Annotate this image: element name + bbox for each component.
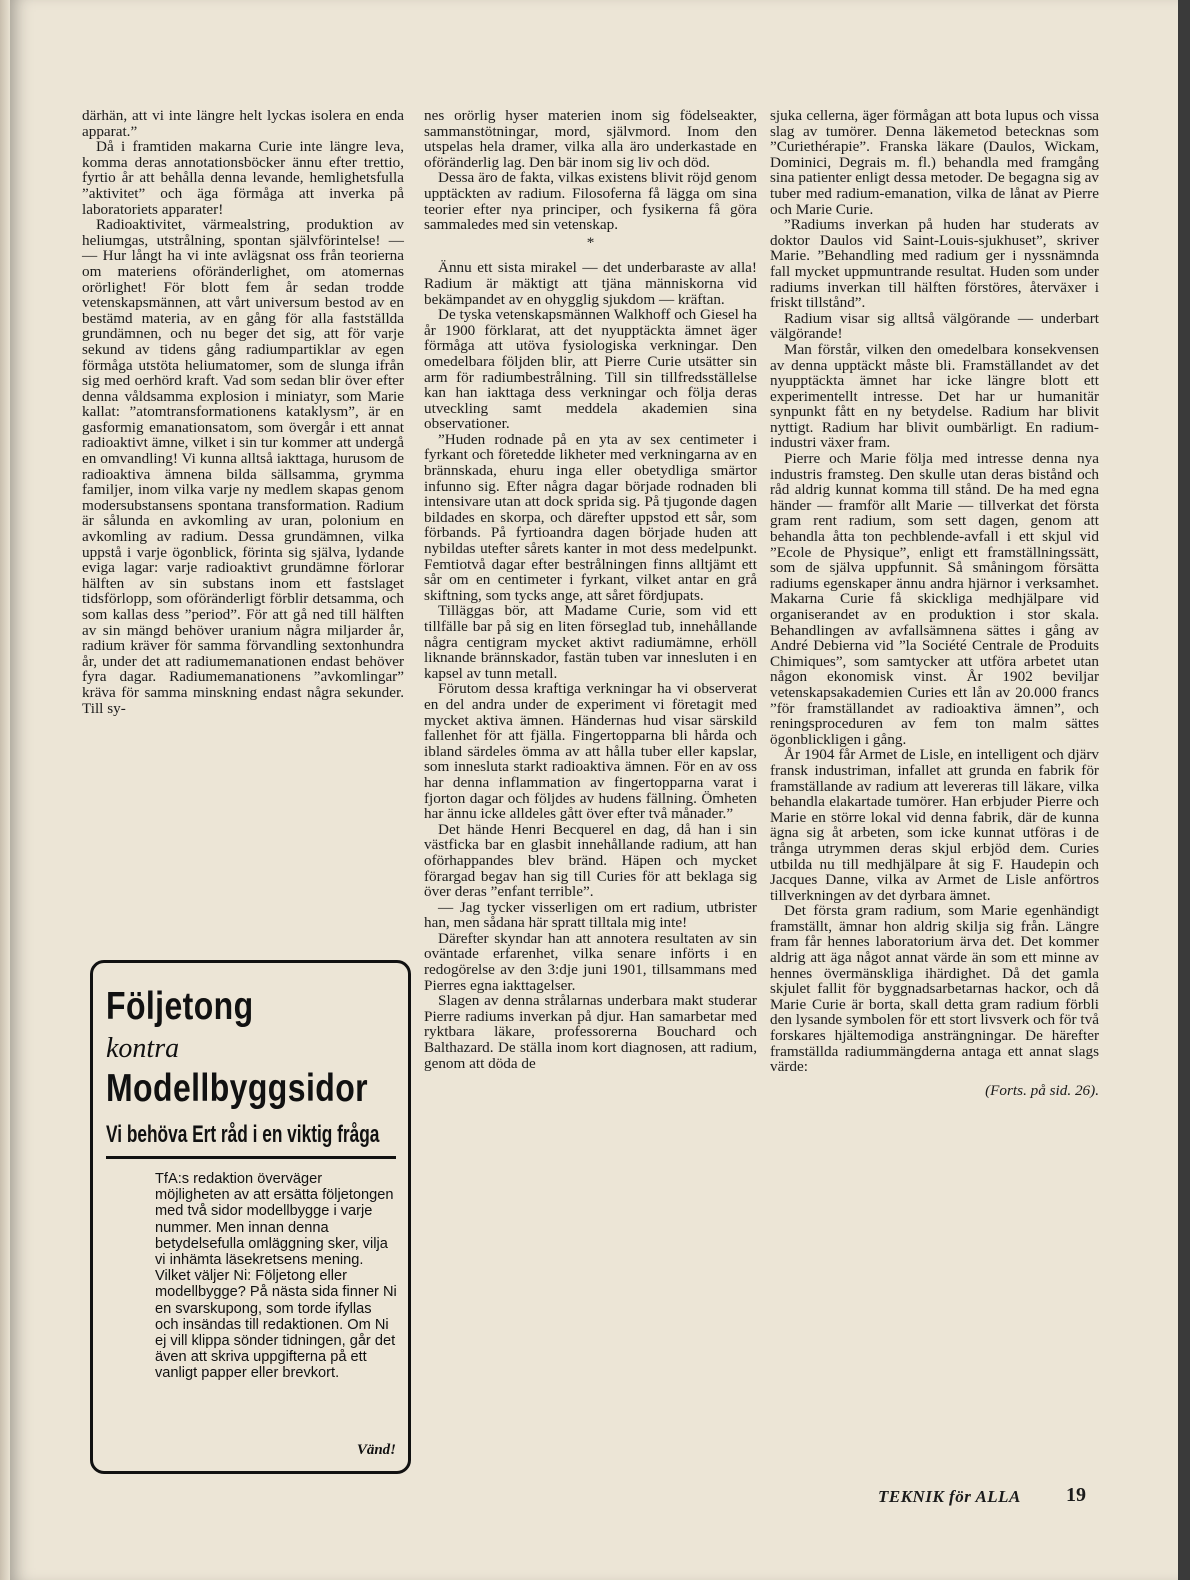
column-3-body xyxy=(770,108,1099,1075)
paragraph: År 1904 får Armet de Lisle, en intelligent och djärv fransk industriman, infallet att grunda en fabrik för framställande av radium att levereras till läkare, vilka behandla elakartade tumörer. Han erbjuder Pierre och Marie en större lokal vid denna fabrik, där de kunna ägna sig åt arbeten, som icke kunnat utföras i de trånga utrymmen deras skjul erbjöd dem. Curies utbilda nu till medhjälpare åt sig F. Haudepin och Jacques Danne, vilka av Armet de Lisle anförtros tillverkningen av det dyrbara ämnet. xyxy=(770,746,1099,904)
paragraph: Tilläggas bör, att Madame Curie, som vid ett tillfälle bar på sig en liten förseglad tub, innehållande några centigram mycket aktivt radiumämne, erhöll liknande brännskador, fastän tuben var innesluten i en kapsel av tunn metall. xyxy=(424,602,757,682)
paragraph: därhän, att vi inte längre helt lyckas isolera en enda apparat.” xyxy=(82,107,404,140)
text-column-1 xyxy=(82,108,404,716)
paragraph: — Jag tycker visserligen om ert radium, utbrister han, men sådana här spratt tilltala mig inte! xyxy=(424,898,757,932)
paragraph: Man förstår, vilken den omedelbara konsekvensen av denna upptäckt måste bli. Framställandet av det nyupptäckta ämnet har icke längre blott ett experimentellt intresse. Det har ur humanitär synpunkt fått en ny betydelse. Radium har blivit nyttigt. Radium har blivit oumbärligt. En radium-industri växer fram. xyxy=(770,340,1099,452)
paragraph: Därefter skyndar han att annotera resultaten av sin oväntade erfarenhet, vilka senare införts i en redogörelse av den 3:dje juni 1901, tillsammans med Pierres egna iakttagelser. xyxy=(424,929,757,994)
box-subtitle: Vi behöva Ert råd i en viktig fråga xyxy=(106,1121,380,1148)
section-separator: * xyxy=(586,233,595,251)
paragraph: Då i framtiden makarna Curie inte längre leva, komma deras annotationsböcker ännu efter trettio, fyrtio år att behålla denna levande, hemlighetsfulla ”aktivitet” och äga förmåga att inverka på laboratoriets apparater! xyxy=(82,138,404,218)
page-gutter xyxy=(0,0,10,1580)
paragraph: ”Huden rodnade på en yta av sex centimeter i fyrkant och företedde likheter med verkningarna av en brännskada, ehuru inga eller obetydliga smärtor infunno sig. Efter några dagar började rodnaden bli intensivare utan att dock sprida sig. På tjugonde dagen bildades en skorpa, och därefter uppstod ett sår, som förbands. På fyrtioandra dagen började huden att nybildas utefter sårets kanter in mot dess medelpunkt. Femtiotvå dagar efter bestrålningen finns alltjämt ett sår om en centimeter i fyrkant, vilket antar en grå skiftning, som tycks ange, att såret fördjupats. xyxy=(424,430,757,604)
box-divider xyxy=(106,1156,396,1159)
paragraph: Förutom dessa kraftiga verkningar ha vi observerat en del andra under de experiment vi företagit med mycket aktiva ämnen. Händernas hud visar särskild fallenhet för att fjälla. Fingertopparna bli hårda och ibland särdeles ömma av att hålla tuber eller kapslar, som innesluta starkt radioaktiva ämnen. För en av oss har denna inflammation av fingertopparna varat i fjorton dagar och följdes av hudens fällning. Ömheten har ännu icke alldeles gått över efter två månader.” xyxy=(424,680,757,823)
paragraph: Ännu ett sista mirakel — det underbaraste av alla! Radium är mäktigt att tjäna människorna vid bekämpandet av en ohygglig sjukdom — kräftan. xyxy=(424,259,757,308)
paragraph: sjuka cellerna, äger förmågan att bota lupus och vissa slag av tumörer. Denna läkemetod betecknas som ”Curiethérapie”. Franska läkare (Daulos, Wickam, Dominici, Degrais m. fl.) behandla med framgång sina patienter enligt dessa metoder. De begagna sig av tuber med radium-emanation, vilka de lånat av Pierre och Marie Curie. xyxy=(770,107,1099,218)
magazine-page xyxy=(10,0,1178,1580)
turn-page-note: Vänd! xyxy=(356,1442,396,1458)
box-kontra: kontra xyxy=(106,1033,180,1064)
paragraph: Radioaktivitet, värmealstring, produktion av heliumgas, utstrålning, spontan självförintelse! — — Hur långt ha vi inte avlägsnat oss från teorierna om materiens oföränderlighet, om atomernas orörlighet! För blott fem år sedan trodde vetenskapsmännen, att vårt universum bestod av en bestämd materia, av en gång för alla fastställda grundämnen, och nu beger det sig, att för varje sekund av tidens gång radiumpartiklar av egen förmåga utstöta heliumatomer, som de slunga ifrån sig med oerhörd kraft. Vad som sedan blir över efter denna våldsamma explosion i miniatyr, som Marie kallat: ”atomtransformationens kataklysm”, är en gasformig emanationsatom, som övergår i ett annat radioaktivt ämne, vilket i sin tur kommer att undergå en omvandling! Vi kunna alltså iakttaga, hurusom de radioaktiva ämnena bilda sällsamma, grymma familjer, inom vilka varje ny medlem skapas genom modersubstansens spontana transformation. Radium är sålunda en avkomling av uran, polonium en avkomling av radium. Dessa grundämnen, vilka uppstå i varje ögonblick, förinta sig själva, lydande eviga lagar: varje radioaktivt grundämne förlorar hälften av sin substans inom ett fastslaget tidsförlopp, som oföränderligt förblir detsamma, och som kallas dess ”period”. För att gå ned till hälften av sin mängd behöver uranium några miljarder år, radium kräver för samma förvandling sextonhundra år, under det att radiumemanationen endast behöver fyra dagar. Radiumemanationens ”avkomlingar” kräva för samma minskning endast några sekunder. Till sy- xyxy=(82,216,404,717)
paragraph: Pierre och Marie följa med intresse denna nya industris framsteg. Den skulle utan deras bistånd och råd aldrig kunnat komma till stånd. De ha med egna händer — framför allt Marie — tillverkat det första gram rent radium, som sett dagen, genom att behandla åtta ton pechblende-avfall i ett skjul vid ”Ecole de Physique”, enligt ett framställningssätt, som de själva uppfunnit. Så småningom försätta radiums egenskaper ännu andra hjärnor i verksamhet. Makarna Curie få skickliga medhjälpare vid organiserandet av en produktion i stor skala. Behandlingen av avfallsämnena sättes i gång av André Debierna vid ”la Société Centrale de Produits Chimiques”, som samtycker att utföra arbetet utan någon ekonomisk vinst. År 1902 beviljar vetenskapsakademien Curies ett lån av 20.000 francs ”för framställandet av radioaktiva ämnen”, och reningsproceduren av fem ton malm sättes ögonblickligen i gång. xyxy=(770,450,1099,748)
continuation-note: (Forts. på sid. 26). xyxy=(985,1081,1099,1099)
box-title-2: Modellbyggsidor xyxy=(106,1067,368,1110)
box-title: Följetong xyxy=(106,985,254,1028)
poll-announcement-box xyxy=(90,960,411,1474)
page-number: 19 xyxy=(1066,1484,1086,1506)
paragraph: nes orörlig hyser materien inom sig födelseakter, sammanstötningar, mord, självmord. Inom den utspelas hela dramer, vilka alla äro underkastade en oföränderlig lag. Den bär inom sig liv och död. xyxy=(424,107,757,171)
paragraph: Radium visar sig alltså välgörande — underbart välgörande! xyxy=(770,309,1099,343)
text-column-3 xyxy=(770,108,1099,1098)
paragraph: Det hände Henri Becquerel en dag, då han i sin västficka bar en glasbit innehållande radium, att han oförhappandes blev bränd. Häpen och mycket förargad begav han sig till Curies för att beklaga sig över deras ”enfant terrible”. xyxy=(424,820,757,901)
paragraph: Det första gram radium, som Marie egenhändigt framställt, ämnar hon aldrig skilja sig från. Längre fram får hennes laboratorium ärva det. Det kommer aldrig att äga något annat värde än som ett minne av hennes övermänskliga ihärdighet. Då det gamla skjulet fallit för byggnadsarbetarnas hackor, och då Marie Curie är borta, skall detta gram radium förbli den lysande symbolen för ett stort livsverk och för två forskares hjältemodiga ansträngningar. De härefter framställda radiummängderna antaga ett annat slags värde: xyxy=(770,902,1099,1076)
paragraph: Slagen av denna strålarnas underbara makt studerar Pierre radiums inverkan på djur. Han samarbetar med ryktbara läkare, professorerna Bouchard och Balthazard. De ställa inom kort diagnosen, att radium, genom att döda de xyxy=(424,992,757,1072)
box-body: TfA:s redaktion överväger möjligheten av att ersätta följetongen med två sidor modellbygge i varje nummer. Men innan denna betydelsefulla omläggning sker, vilja vi inhämta läsekretsens mening. Vilket väljer Ni: Följetong eller modellbygge? På nästa sida finner Ni en svarskupong, som torde ifyllas och insändas till redaktionen. Om Ni ej vill klippa sönder tidningen, går det även att skriva uppgifterna på ett vanligt papper eller brevkort. xyxy=(155,1171,397,1382)
paragraph: De tyska vetenskapsmännen Walkhoff och Giesel ha år 1900 förklarat, att det nyupptäckta ämnet äger förmåga att utöva fysiologiska verkningar. Den omedelbara följden blir, att Pierre Curie utsätter sin arm för radiumbestrålning. Till sin tillfredsställelse kan han iakttaga dess verkningar och följa deras utveckling samt meddela akademien sina observationer. xyxy=(424,306,757,433)
magazine-name: TEKNIK för ALLA xyxy=(878,1487,1021,1506)
text-column-2 xyxy=(424,108,757,1071)
paragraph: ”Radiums inverkan på huden har studerats av doktor Daulos vid Saint-Louis-sjukhuset”, skriver Marie. ”Behandling med radium ger i nyssnämnda fall mycket uppmuntrande resultat. Huden som under radiums inverkan till hälften förstöres, återväxer i friskt tillstånd”. xyxy=(770,216,1099,312)
paragraph: Dessa äro de fakta, vilkas existens blivit röjd genom upptäckten av radium. Filosoferna få lägga om sina teorier efter nya principer, och fysikerna få göra sammaledes med sin vetenskap. xyxy=(424,169,757,234)
